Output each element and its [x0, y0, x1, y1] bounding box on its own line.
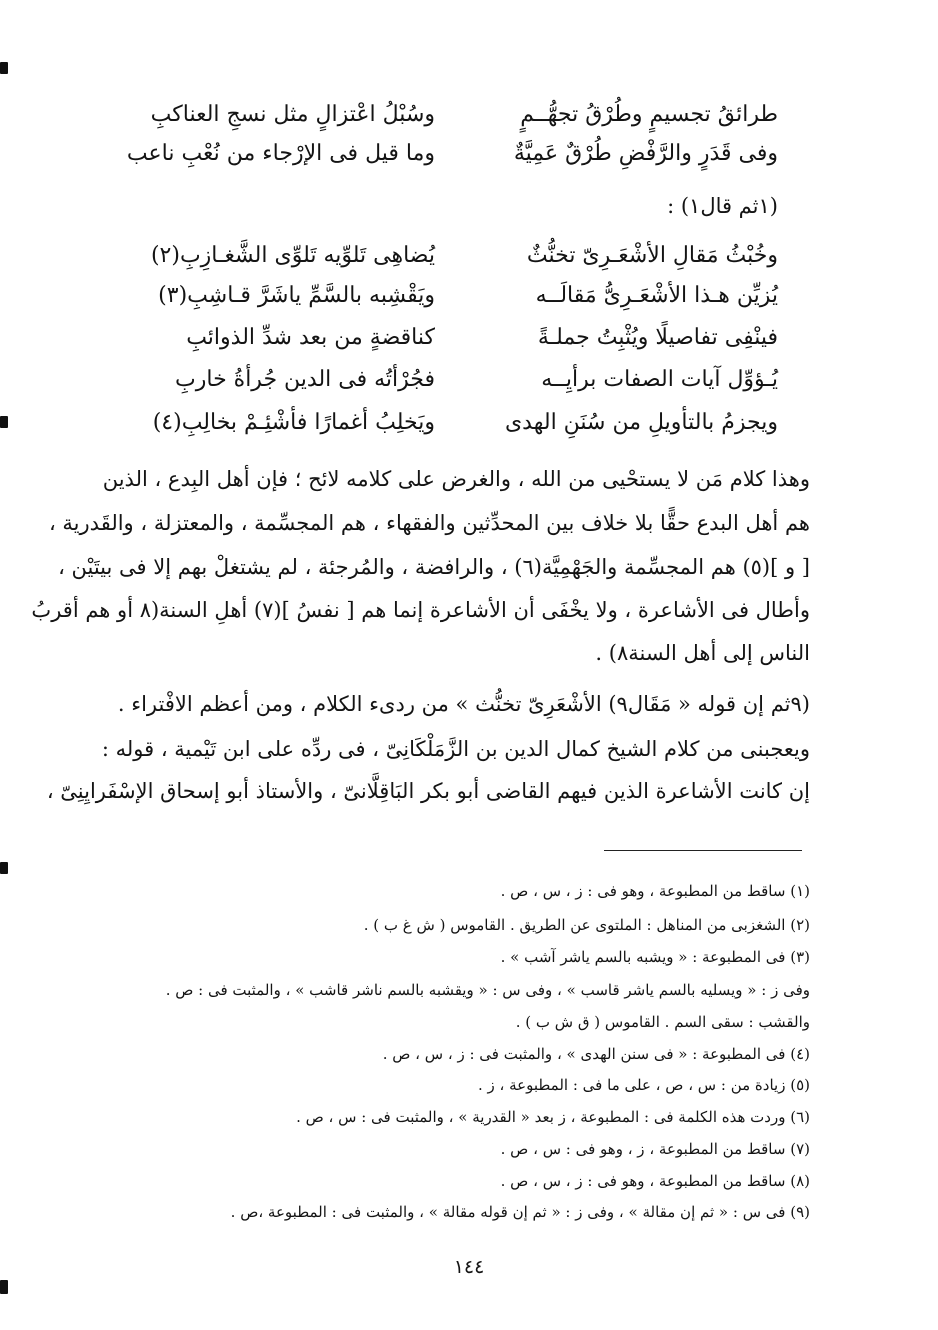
- poem2-verse-2-right: يُزيِّن هـذا الأشْعَـرِىُّ مَقالَــه: [535, 283, 778, 308]
- poem2-verse-3-right: فينْفِى تفاصيلًا ويُثْبِتُ جملـةً: [537, 325, 778, 350]
- margin-mark: [0, 1280, 8, 1294]
- footnote: (٩) فى س : « ثم إن مقالة » ، وفى ز : « ثم إن قوله مقالة » ، والمثبت فى : المطبوعة ،ص .: [230, 1203, 810, 1221]
- footnote: (٥) زيادة من : س ، ص ، على ما فى : المطبوعة ، ز .: [477, 1076, 810, 1094]
- paragraph-line: هم أهل البدع حقًّا بلا خلاف بين المحدِّثين والفقهاء ، هم المجسِّمة ، والمعتزلة ، والقَدرية ،: [48, 511, 810, 535]
- poem1-verse-2-left: وما قيل فى الإرْجاء من نُعْبِ ناعب: [126, 141, 435, 166]
- footnote: (١) ساقط من المطبوعة ، وهو فى : ز ، س ، ص .: [500, 882, 810, 900]
- poem2-verse-5-left: ويَخلِبُ أغمارًا فأشْئِـمْ بخالِبِ(٤): [152, 410, 435, 435]
- footnote: (٢) الشغزبى من المناهل : الملتوى عن الطريق . القاموس ( ش غ ب ) .: [363, 916, 810, 934]
- poem1-verse-2-right: وفى قَدَرٍ والرَّفْضِ طُرْقٌ عَمِيَّةٌ: [513, 141, 778, 166]
- paragraph-line: ويعجبنى من كلام الشيخ كمال الدين بن الزَّمَلْكَانِىّ ، فى ردِّه على ابن تَيْمية ، قوله :: [101, 737, 810, 761]
- footnote: وفى ز : « ويسليه بالسم ياشر قاسب » ، وفى س : « ويقشبه بالسم ناشر قاشب » ، والمثبت فى : ص .: [165, 981, 810, 999]
- margin-mark: [0, 416, 8, 428]
- footnote: والقشب : سقى السم . القاموس ( ق ش ب ) .: [515, 1013, 810, 1031]
- page-number: ١٤٤: [453, 1256, 485, 1278]
- footnote: (٧) ساقط من المطبوعة ، ز ، وهو فى : س ، ص .: [500, 1140, 810, 1158]
- paragraph-line: وأطال فى الأشاعرة ، ولا يخْفَى أن الأشاعرة إنما هم [ نفسُ ](٧) أهلِ السنة(٨ أو هم أقربُ: [31, 598, 810, 622]
- poem2-verse-1-right: وخُبْثُ مَقالِ الأشْعَـرِىّ تخنُّثٌ: [526, 243, 778, 268]
- paragraph-line: إن كانت الأشاعرة الذين فيهم القاضى أبو بكر البَاقِلَّانىّ ، والأستاذ أبو إسحاق الإسْفَرايِنِىّ ،: [46, 779, 810, 803]
- poem2-verse-4-right: يُـؤوِّل آيات الصفات برأيِــه: [541, 367, 778, 392]
- poem2-verse-1-left: يُضاهِى تَلوِّيه تَلوِّى الشَّغـازِبِ(٢): [150, 243, 435, 268]
- footnote-separator: [604, 850, 802, 851]
- poem2-verse-2-left: ويَقْشِبه بالسَّمِّ ياشَرَّ قـاشِبِ(٣): [158, 283, 435, 308]
- footnote: (٤) فى المطبوعة : « فى سنن الهدى » ، والمثبت فى : ز ، س ، ص .: [382, 1045, 810, 1063]
- footnote: (٦) وردت هذه الكلمة فى : المطبوعة ، ز بعد « القدرية » ، والمثبت فى : س ، ص .: [296, 1108, 810, 1126]
- paragraph-line: (٩ثم إن قوله « مَقَال٩) الأشْعَرِىّ تخنُّث » من ردىء الكلام ، ومن أعظم الافْتراء .: [117, 692, 810, 716]
- footnote: (٣) فى المطبوعة : « ويشبه بالسم ياشر آشب » .: [500, 948, 810, 966]
- footnote: (٨) ساقط من المطبوعة ، وهو فى : ز ، س ، ص .: [500, 1172, 810, 1190]
- poem2-verse-5-right: ويجزمُ بالتأويلِ من سُنَنِ الهدى: [504, 410, 778, 435]
- paragraph-line: الناس إلى أهل السنة٨) .: [595, 641, 810, 665]
- margin-mark: [0, 62, 8, 74]
- poem1-verse-1-right: طرائقُ تجسيمٍ وطُرْقُ تجهُّــمٍ: [520, 102, 778, 127]
- paragraph-line: [ و ](٥) هم المجسِّمة والجَهْمِيَّة(٦) ، والرافضة ، والمُرجئة ، لم يشتغلْ بهم إلا فى بيتَيْن ،: [58, 555, 810, 579]
- poem2-verse-4-left: فجُرْأتُه فى الدين جُرأةُ خاربِ: [175, 367, 435, 392]
- poem1-verse-1-left: وسُبْلُ اعْتزالٍ مثل نسجِ العناكبِ: [150, 102, 435, 127]
- paragraph-line: وهذا كلام مَن لا يستحْيى من الله ، والغرض على كلامه لائح ؛ فإن أهل البِدع ، الذين: [102, 467, 810, 491]
- poem2-verse-3-left: كناقضةٍ من بعد شدِّ الذوائبِ: [186, 325, 435, 350]
- margin-mark: [0, 862, 8, 874]
- section-heading: (١ثم قال١) :: [667, 194, 778, 218]
